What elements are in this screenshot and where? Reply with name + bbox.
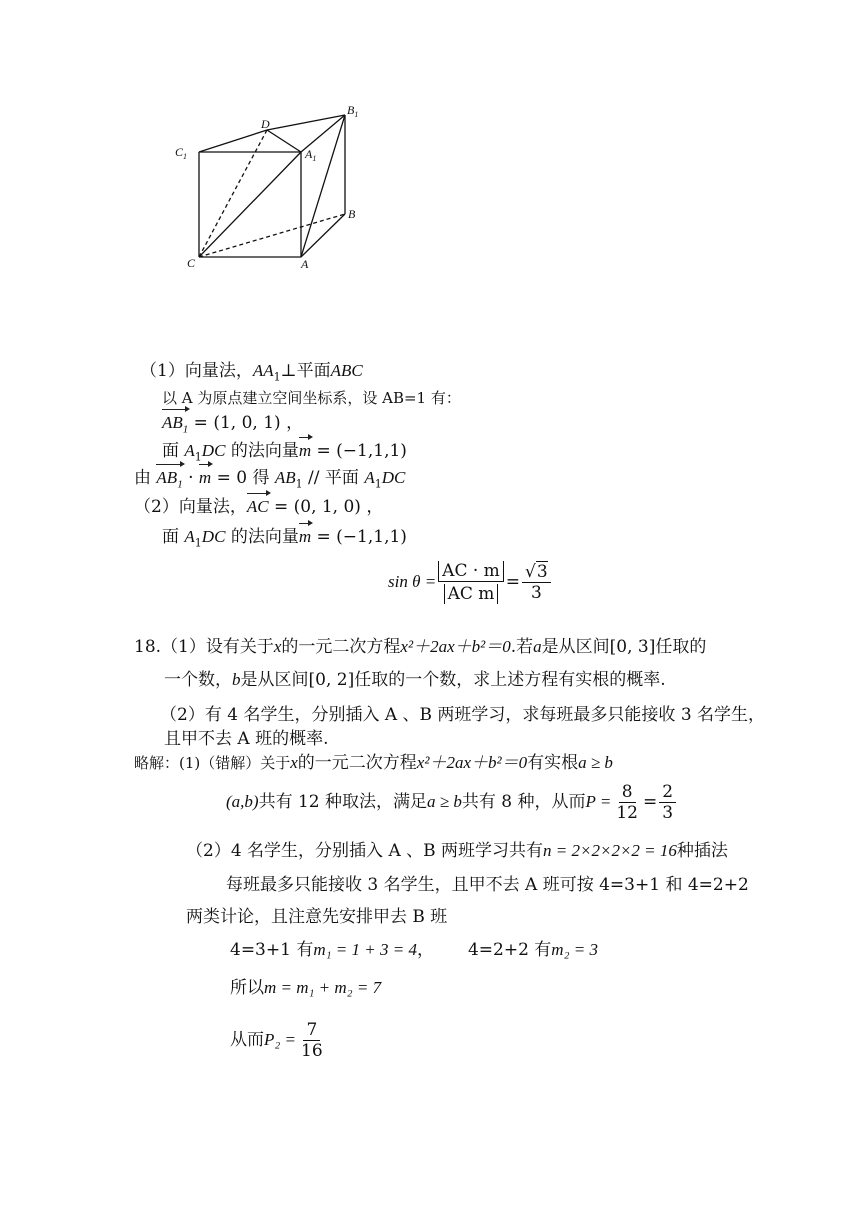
edge-D-B1 xyxy=(267,115,345,130)
q18-final: 从而 P₂ = $\frac{7}{16}$ xyxy=(230,1019,323,1061)
sin-fraction: $\frac{AC \cdot m}{\text{AC m}}$ xyxy=(438,561,504,604)
vec-AB1: $AB_1$ xyxy=(162,412,188,440)
label-A: A xyxy=(301,257,309,271)
sin-result: $\frac{√3}{3}$ xyxy=(522,562,551,603)
diag-C-A1 xyxy=(199,152,301,257)
q18-solution-intro: 略解：(1)（错解）关于x的一元二次方程x²＋2ax＋b²＝0有实根a ≥ b xyxy=(134,753,613,773)
label-C1: $C_1$ xyxy=(175,145,188,161)
label-C: C xyxy=(187,256,196,270)
q18-part2-line1: （2）有 4 名学生，分别插入 A 、B 两班学习，求每班最多只能接收 3 名学生， xyxy=(160,705,766,725)
edge-D-A1 xyxy=(267,130,301,152)
sol17-coord-setup: 以 A 为原点建立空间坐标系，设 AB=1 有： xyxy=(162,389,461,407)
label-D: D xyxy=(261,117,270,131)
sol17-vec-AB1: $AB_1 = (1$, 0, 1) ， xyxy=(162,412,303,440)
q18-solution2-line2: 每班最多只能接收 3 名学生，且甲不去 A 班可按 4=3+1 和 4=2+2 xyxy=(226,875,749,895)
label-A1: $A_1$ xyxy=(305,147,317,163)
prism-figure xyxy=(165,100,375,275)
q18-part1-line2: 一个数，b是从区间[0, 2]任取的一个数，求上述方程有实根的概率. xyxy=(164,670,666,690)
sol17-part2: （2）向量法，AC = (0, 1, 0) ， xyxy=(134,497,384,517)
label-B1: $B_1$ xyxy=(347,103,359,119)
q18-part2-line2: 且甲不去 A 班的概率. xyxy=(164,729,329,749)
q18-solution1: (a,b) 共有 12 种取法，满足 a ≥ b 共有 8 种，从而 P = $\frac{8}{12}$ = $\frac{2}{3}$ xyxy=(226,782,678,822)
label-B: B xyxy=(348,207,356,221)
sol17-normal2: 面 $A_1DC$ 的法向量m = (−1,1,1) xyxy=(162,527,407,550)
sol17-conclusion: 由 $AB_1 \cdot m = 0$ 得 $AB_1$ // 平面 $A_1DC$ xyxy=(134,467,405,495)
sol17-sin-formula: sin θ = $\frac{AC \cdot m}{\text{AC m}}$ = $\frac{√3}{3}$ xyxy=(388,557,553,607)
q18-cases: 4=3+1 有m₁ = 1 + 3 = 4， 4=2+2 有m₂ = 3 xyxy=(230,940,598,960)
q18-part1-line1: 18.（1）设有关于x的一元二次方程x²＋2ax＋b²＝0.若a是从区间[0, 3]任取的 xyxy=(134,637,707,657)
sol17-normal: 面 $A_1DC$ 的法向量m = (−1,1,1) xyxy=(162,441,407,464)
q18-solution2-line3: 两类计论，且注意先安排甲去 B 班 xyxy=(186,907,448,927)
q18-sum: 所以m = m₁ + m₂ = 7 xyxy=(230,978,382,998)
q18-solution2-line1: （2）4 名学生，分别插入 A 、B 两班学习共有n = 2×2×2×2 = 16种插法 xyxy=(186,841,728,861)
sol17-part1: （1）向量法，$AA_1\perp$平面ABC xyxy=(140,361,363,384)
